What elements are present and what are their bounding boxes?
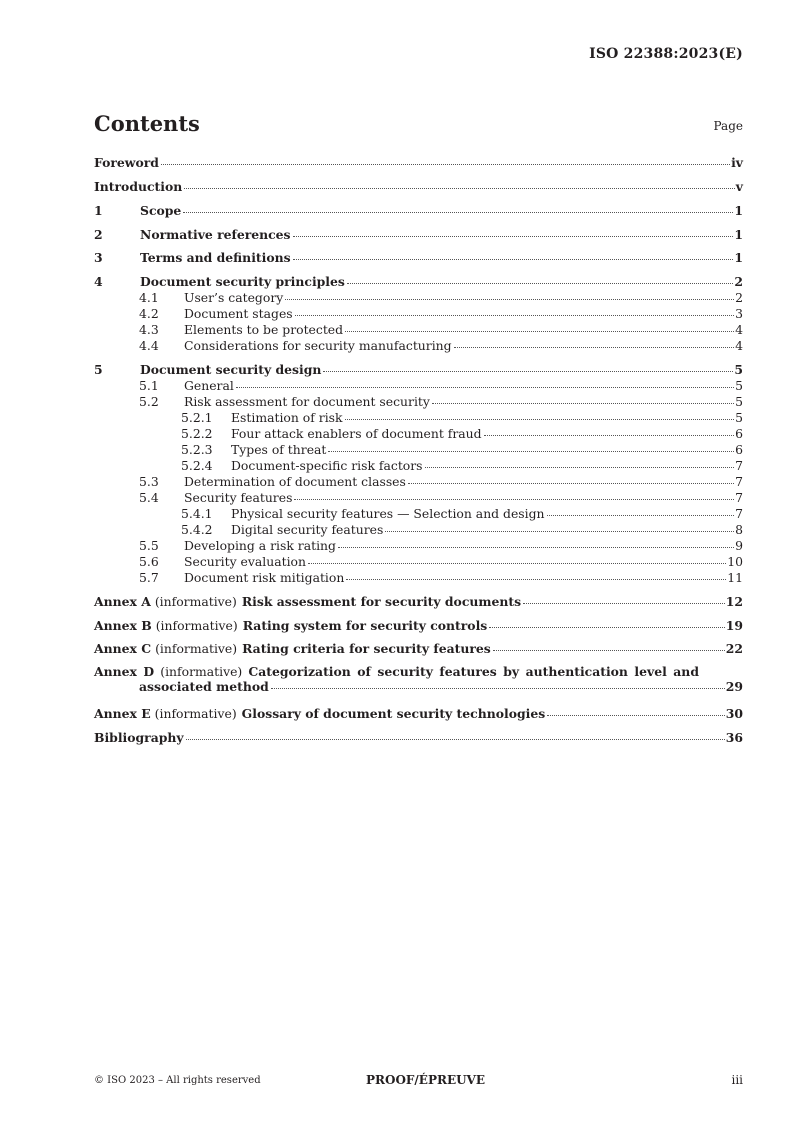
toc-entry-number: 3 xyxy=(94,250,103,265)
toc-entry[interactable] xyxy=(94,571,743,585)
dot-leader xyxy=(454,347,735,348)
dot-leader xyxy=(293,236,734,237)
toc-entry-title: User’s category xyxy=(184,290,284,305)
toc-entry-page: 5 xyxy=(735,394,743,409)
toc-entry-title: Estimation of risk xyxy=(231,410,343,425)
toc-entry-title: Rating criteria for security features xyxy=(242,641,491,656)
toc-entry[interactable] xyxy=(94,180,743,194)
toc-entry-page: 4 xyxy=(735,322,743,337)
toc-entry-title: Document risk mitigation xyxy=(184,570,345,585)
copyright-notice: © ISO 2023 – All rights reserved xyxy=(94,1075,261,1086)
dot-leader xyxy=(186,739,725,740)
toc-entry-page: 2 xyxy=(734,274,743,289)
annex-informative-note: (informative) xyxy=(154,594,237,609)
toc-entry-page: 7 xyxy=(735,474,743,489)
toc-entry[interactable] xyxy=(94,523,743,537)
toc-entry-title: Normative references xyxy=(140,227,291,242)
toc-entry[interactable] xyxy=(94,228,743,242)
dot-leader xyxy=(408,483,734,484)
toc-entry[interactable] xyxy=(94,539,743,553)
dot-leader xyxy=(432,403,734,404)
annex-informative-note: (informative) xyxy=(160,664,243,679)
dot-leader xyxy=(161,164,730,165)
toc-entry-number: 5.4 xyxy=(139,490,159,505)
toc-entry-number: 4.3 xyxy=(139,322,159,337)
toc-entry-title: Document stages xyxy=(184,306,293,321)
toc-entry[interactable] xyxy=(94,459,743,473)
toc-entry-page: 10 xyxy=(727,554,743,569)
dot-leader xyxy=(425,467,735,468)
toc-entry[interactable] xyxy=(94,156,743,170)
annex-d-line-2 xyxy=(94,679,743,694)
toc-entry-page: 3 xyxy=(735,306,743,321)
dot-leader xyxy=(184,188,735,189)
toc-entry[interactable] xyxy=(94,555,743,569)
toc-entry-page: 11 xyxy=(727,570,743,585)
dot-leader xyxy=(523,603,725,604)
toc-entry-page: 7 xyxy=(735,458,743,473)
toc-entry-number: 4 xyxy=(94,274,103,289)
toc-entry[interactable] xyxy=(94,443,743,457)
dot-leader xyxy=(493,650,725,651)
toc-entry[interactable] xyxy=(94,291,743,305)
toc-entry-number: 5 xyxy=(94,362,103,377)
toc-entry-page: 6 xyxy=(735,442,743,457)
dot-leader xyxy=(346,579,726,580)
toc-entry-title: Terms and definitions xyxy=(140,250,291,265)
annex-label: Annex E xyxy=(94,706,151,721)
toc-entry-title: Bibliography xyxy=(94,730,184,745)
toc-entry-number: 4.1 xyxy=(139,290,159,305)
toc-entry-page: 5 xyxy=(735,378,743,393)
toc-entry[interactable] xyxy=(94,491,743,505)
toc-entry[interactable] xyxy=(94,363,743,377)
toc-entry-page: 12 xyxy=(725,594,743,609)
toc-entry-title: Physical security features — Selection and design xyxy=(231,506,545,521)
toc-entry-number: 4.2 xyxy=(139,306,159,321)
dot-leader xyxy=(385,531,734,532)
toc-entry-page: v xyxy=(735,179,743,194)
toc-entry-annex[interactable] xyxy=(94,642,743,656)
toc-entry[interactable] xyxy=(94,307,743,321)
toc-entry-page: 9 xyxy=(735,538,743,553)
dot-leader xyxy=(345,419,735,420)
document-id: ISO 22388:2023(E) xyxy=(589,46,743,62)
toc-entry-page: 6 xyxy=(735,426,743,441)
dot-leader xyxy=(484,435,735,436)
page-number: iii xyxy=(731,1073,743,1087)
dot-leader xyxy=(347,283,734,284)
toc-entry-page: 5 xyxy=(735,410,743,425)
toc-entry-number: 5.2.1 xyxy=(181,410,213,425)
toc-entry[interactable] xyxy=(94,275,743,289)
toc-entry-title: General xyxy=(184,378,234,393)
toc-entry-title: Types of threat xyxy=(231,442,327,457)
toc-entry-number: 2 xyxy=(94,227,103,242)
annex-label: Annex B xyxy=(94,618,152,633)
dot-leader xyxy=(236,387,734,388)
toc-entry[interactable] xyxy=(94,204,743,218)
toc-entry-number: 5.2 xyxy=(139,394,159,409)
dot-leader xyxy=(338,547,734,548)
toc-entry-title: Introduction xyxy=(94,179,183,194)
toc-entry-page: iv xyxy=(731,155,743,170)
toc-entry-number: 5.5 xyxy=(139,538,159,553)
toc-entry-page: 7 xyxy=(735,506,743,521)
toc-entry-page: 5 xyxy=(734,362,743,377)
toc-entry-number: 5.4.2 xyxy=(181,522,213,537)
toc-entry-title: Four attack enablers of document fraud xyxy=(231,426,482,441)
dot-leader xyxy=(547,715,725,716)
dot-leader xyxy=(271,688,725,689)
toc-entry-title: Document security design xyxy=(140,362,322,377)
toc-entry-number: 1 xyxy=(94,203,103,218)
dot-leader xyxy=(295,315,734,316)
toc-entry[interactable] xyxy=(94,475,743,489)
toc-entry-title: Risk assessment for document security xyxy=(184,394,430,409)
toc-entry-annex-d[interactable] xyxy=(94,664,743,694)
toc-entry-title: Scope xyxy=(140,203,182,218)
dot-leader xyxy=(294,499,734,500)
dot-leader xyxy=(547,515,735,516)
toc-entry[interactable] xyxy=(94,323,743,337)
toc-entry-page: 1 xyxy=(734,227,743,242)
toc-entry-number: 5.4.1 xyxy=(181,506,213,521)
toc-entry-number: 5.6 xyxy=(139,554,159,569)
dot-leader xyxy=(323,371,733,372)
toc-entry-page: 1 xyxy=(734,250,743,265)
toc-entry-annex[interactable] xyxy=(94,595,743,609)
toc-entry-page: 29 xyxy=(725,679,743,694)
annex-informative-note: (informative) xyxy=(154,706,237,721)
toc-entry-annex[interactable] xyxy=(94,707,743,721)
toc-entry-bibliography[interactable] xyxy=(94,731,743,745)
toc-entry-annex[interactable] xyxy=(94,619,743,633)
toc-entry-page: 36 xyxy=(725,730,743,745)
toc-entry-title: Security evaluation xyxy=(184,554,306,569)
annex-label: Annex D xyxy=(94,664,155,679)
toc-entry-page: 1 xyxy=(734,203,743,218)
toc-entry-page: 7 xyxy=(735,490,743,505)
annex-label: Annex C xyxy=(94,641,152,656)
toc-entry-number: 4.4 xyxy=(139,338,159,353)
toc-entry-page: 30 xyxy=(725,706,743,721)
toc-entry-title: Determination of document classes xyxy=(184,474,406,489)
toc-entry-title: Security features xyxy=(184,490,293,505)
toc-entry-number: 5.2.3 xyxy=(181,442,213,457)
toc-entry-title-continued: associated method xyxy=(139,679,269,694)
annex-informative-note: (informative) xyxy=(155,641,238,656)
toc-entry-title: Foreword xyxy=(94,155,159,170)
toc-entry[interactable] xyxy=(94,411,743,425)
proof-label: PROOF/ÉPREUVE xyxy=(366,1073,486,1087)
toc-entry-page: 22 xyxy=(725,641,743,656)
toc-entry[interactable] xyxy=(94,507,743,521)
toc-entry-page: 4 xyxy=(735,338,743,353)
toc-entry-page: 8 xyxy=(735,522,743,537)
toc-entry[interactable] xyxy=(94,379,743,393)
toc-entry-number: 5.2.2 xyxy=(181,426,213,441)
toc-entry-title: Elements to be protected xyxy=(184,322,344,337)
toc-entry[interactable] xyxy=(94,395,743,409)
dot-leader xyxy=(328,451,734,452)
toc-entry[interactable] xyxy=(94,251,743,265)
dot-leader xyxy=(293,259,734,260)
toc-entry-title: Rating system for security controls xyxy=(242,618,488,633)
toc-entry[interactable] xyxy=(94,427,743,441)
toc-entry-title: Document security principles xyxy=(140,274,345,289)
dot-leader xyxy=(183,212,733,213)
annex-label: Annex A xyxy=(94,594,151,609)
dot-leader xyxy=(308,563,726,564)
toc-entry-title: Considerations for security manufacturing xyxy=(184,338,452,353)
toc-entry[interactable] xyxy=(94,339,743,353)
toc-entry-title: Developing a risk rating xyxy=(184,538,336,553)
toc-entry-page: 19 xyxy=(725,618,743,633)
toc-entry-title: Digital security features xyxy=(231,522,384,537)
toc-entry-number: 5.7 xyxy=(139,570,159,585)
toc-entry-title: Categorization of security features by authentication level and xyxy=(248,664,699,679)
toc-entry-number: 5.3 xyxy=(139,474,159,489)
dot-leader xyxy=(489,627,725,628)
annex-d-line-1 xyxy=(94,664,743,679)
dot-leader xyxy=(345,331,734,332)
page-column-label: Page xyxy=(713,119,743,133)
toc-entry-title: Glossary of document security technologies xyxy=(241,706,546,721)
toc-entry-number: 5.2.4 xyxy=(181,458,213,473)
contents-title: Contents xyxy=(94,111,200,136)
toc-entry-title: Risk assessment for security documents xyxy=(241,594,522,609)
toc-entry-title: Document-specific risk factors xyxy=(231,458,423,473)
dot-leader xyxy=(285,299,734,300)
toc-entry-page: 2 xyxy=(735,290,743,305)
annex-informative-note: (informative) xyxy=(155,618,238,633)
toc-entry-number: 5.1 xyxy=(139,378,159,393)
